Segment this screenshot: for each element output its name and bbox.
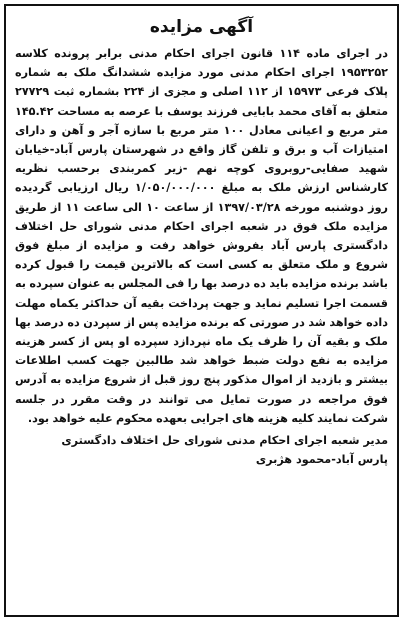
signature-line-2: پارس آباد-محمود هژبری <box>255 453 388 467</box>
notice-title: آگهی مزایده <box>149 17 254 37</box>
signature-block <box>15 431 388 469</box>
signature-line-1: مدیر شعبه اجرای احکام مدنی شورای حل اختلاف دادگستری <box>61 434 388 448</box>
auction-notice <box>4 4 399 617</box>
notice-body: در اجرای ماده ۱۱۴ قانون اجرای احکام مدنی برابر پرونده کلاسه ۱۹۵۳۲۵۲ اجرای احکام مدنی مورد مزایده ششدانگ ملک به شماره پلاک فرعی ۱۵۹۷۳ از ۱۱۲ اصلی و مجزی از ۲۲۴ بشماره ثبت ۲۷۷۲۹ متعلق به آقای محمد بابایی فرزند یوسف با عرصه به مساحت ۱۴۵.۴۲ متر مربع و اعیانی معادل ۱۰۰ متر مربع با سازه آجر و آهن و دارای امتیازات آب و برق و تلفن گاز واقع در شهرستان پارس آباد-خیابان شهید صفایی-روبروی کوچه نهم -زیر کمربندی برحسب نظریه کارشناس ارزش ملک به مبلغ ۱/۰۵۰/۰۰۰/۰۰۰ ریال ارزیابی گردیده روز دوشنبه مورخه ۱۳۹۷/۰۳/۲۸ از ساعت ۱۰ الی ساعت ۱۱ از طریق مزایده ملک فوق در شعبه اجرای احکام مدنی شورای حل اختلاف دادگستری پارس آباد بفروش خواهد رفت و مزایده از مبلغ فوق شروع و ملک متعلق به کسی است که بالاترین قیمت را قبول کرده باشد برنده مزایده باید ده درصد بها را فی المجلس به عنوان سپرده به قسمت اجرا تسلیم نماید و جهت پرداخت بقیه آن حداکثر یکماه مهلت داده خواهد شد در صورتی که برنده مزایده پس از سپردن ده درصد بها ملک و بقیه آن را ظرف یک ماه نپردازد سپرده او پس از کسر هزینه مزایده به نفع دولت ضبط خواهد شد طالبین جهت کسب اطلاعات بیشتر و بازدید از اموال مذکور پنج روز قبل از شروع مزایده به آدرس فوق مراجعه در صورت تمایل می توانند در وقت مقرر در جلسه شرکت نمایند کلیه هزینه های اجرایی بعهده محکوم علیه خواهد بود. <box>15 47 388 425</box>
